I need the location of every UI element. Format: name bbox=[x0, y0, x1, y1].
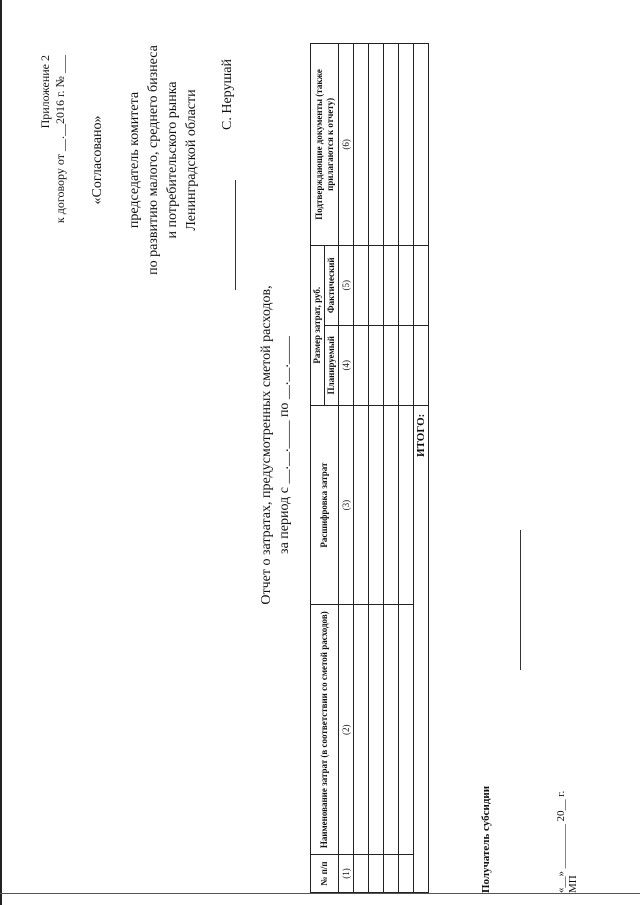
table-header-row bbox=[311, 44, 325, 893]
column-number: (4) bbox=[339, 325, 354, 405]
report-title-block bbox=[258, 235, 294, 655]
appendix-header bbox=[38, 55, 68, 275]
column-number: (5) bbox=[339, 245, 354, 325]
report-title: Отчет о затратах, предусмотренных сметой расходов, bbox=[259, 285, 274, 605]
table-row bbox=[354, 44, 369, 893]
column-number: (2) bbox=[339, 605, 354, 855]
column-number: (1) bbox=[339, 855, 354, 893]
table-cell bbox=[354, 325, 369, 405]
recipient-label: Получатель субсидии bbox=[480, 785, 492, 893]
table-cell bbox=[384, 325, 399, 405]
approval-position-line: председатель комитета bbox=[127, 91, 142, 229]
table-cell bbox=[399, 44, 414, 246]
table-total-row bbox=[414, 44, 429, 893]
total-actual bbox=[414, 245, 429, 325]
table-cell bbox=[399, 855, 414, 893]
column-number: (3) bbox=[339, 405, 354, 605]
report-period: за период с __.__.____ по __.__.____ bbox=[277, 336, 292, 554]
appendix-contract-ref: к договору от __.__2016 г. № ___ bbox=[53, 55, 67, 224]
total-documents bbox=[414, 44, 429, 246]
table-cell bbox=[354, 855, 369, 893]
column-number-row bbox=[339, 44, 354, 893]
header-expense-name: Наименование затрат (в соответствии со сметой расходов) bbox=[311, 605, 339, 855]
table-cell bbox=[399, 245, 414, 325]
column-number: (6) bbox=[339, 44, 354, 246]
table-row bbox=[384, 44, 399, 893]
table-cell bbox=[369, 405, 384, 605]
table-cell bbox=[369, 605, 384, 855]
table-cell bbox=[399, 405, 414, 605]
approval-signature-line bbox=[235, 180, 236, 290]
table-cell bbox=[354, 405, 369, 605]
table-row bbox=[369, 44, 384, 893]
header-planned: Планируемый bbox=[325, 325, 339, 405]
table-cell bbox=[384, 44, 399, 246]
approval-position-line: Ленинградской области bbox=[184, 89, 199, 231]
table-cell bbox=[384, 855, 399, 893]
total-planned bbox=[414, 325, 429, 405]
header-amount: Размер затрат, руб. bbox=[311, 245, 325, 405]
total-label: ИТОГО: bbox=[414, 405, 429, 892]
table-cell bbox=[384, 605, 399, 855]
appendix-label: Приложение 2 bbox=[38, 55, 52, 129]
table-cell bbox=[354, 605, 369, 855]
table-cell bbox=[354, 44, 369, 246]
table-row bbox=[399, 44, 414, 893]
approval-agreed: «Согласовано» bbox=[90, 115, 105, 205]
stamp-place: МП bbox=[567, 875, 579, 893]
table-cell bbox=[369, 245, 384, 325]
header-breakdown: Расшифровка затрат bbox=[311, 405, 339, 605]
date-line: «__» ________ 20__ г. bbox=[555, 790, 567, 893]
approval-block bbox=[88, 0, 201, 325]
table-cell bbox=[384, 405, 399, 605]
recipient-signature-line bbox=[520, 530, 521, 670]
table-cell bbox=[399, 325, 414, 405]
header-actual: Фактический bbox=[325, 245, 339, 325]
header-documents: Подтверждающие документы (также прилагаются к отчету) bbox=[311, 44, 339, 246]
table-cell bbox=[369, 44, 384, 246]
table-cell bbox=[354, 245, 369, 325]
approval-position-line: по развитию малого, среднего бизнеса bbox=[146, 45, 161, 275]
header-num: № п/п bbox=[311, 855, 339, 893]
approval-signer: С. Нерушай bbox=[220, 59, 235, 130]
approval-position-line: и потребительского рынка bbox=[165, 81, 180, 239]
table-cell bbox=[369, 325, 384, 405]
table-cell bbox=[369, 855, 384, 893]
table-cell bbox=[384, 245, 399, 325]
table-cell bbox=[399, 605, 414, 855]
expense-report-table bbox=[310, 43, 429, 893]
